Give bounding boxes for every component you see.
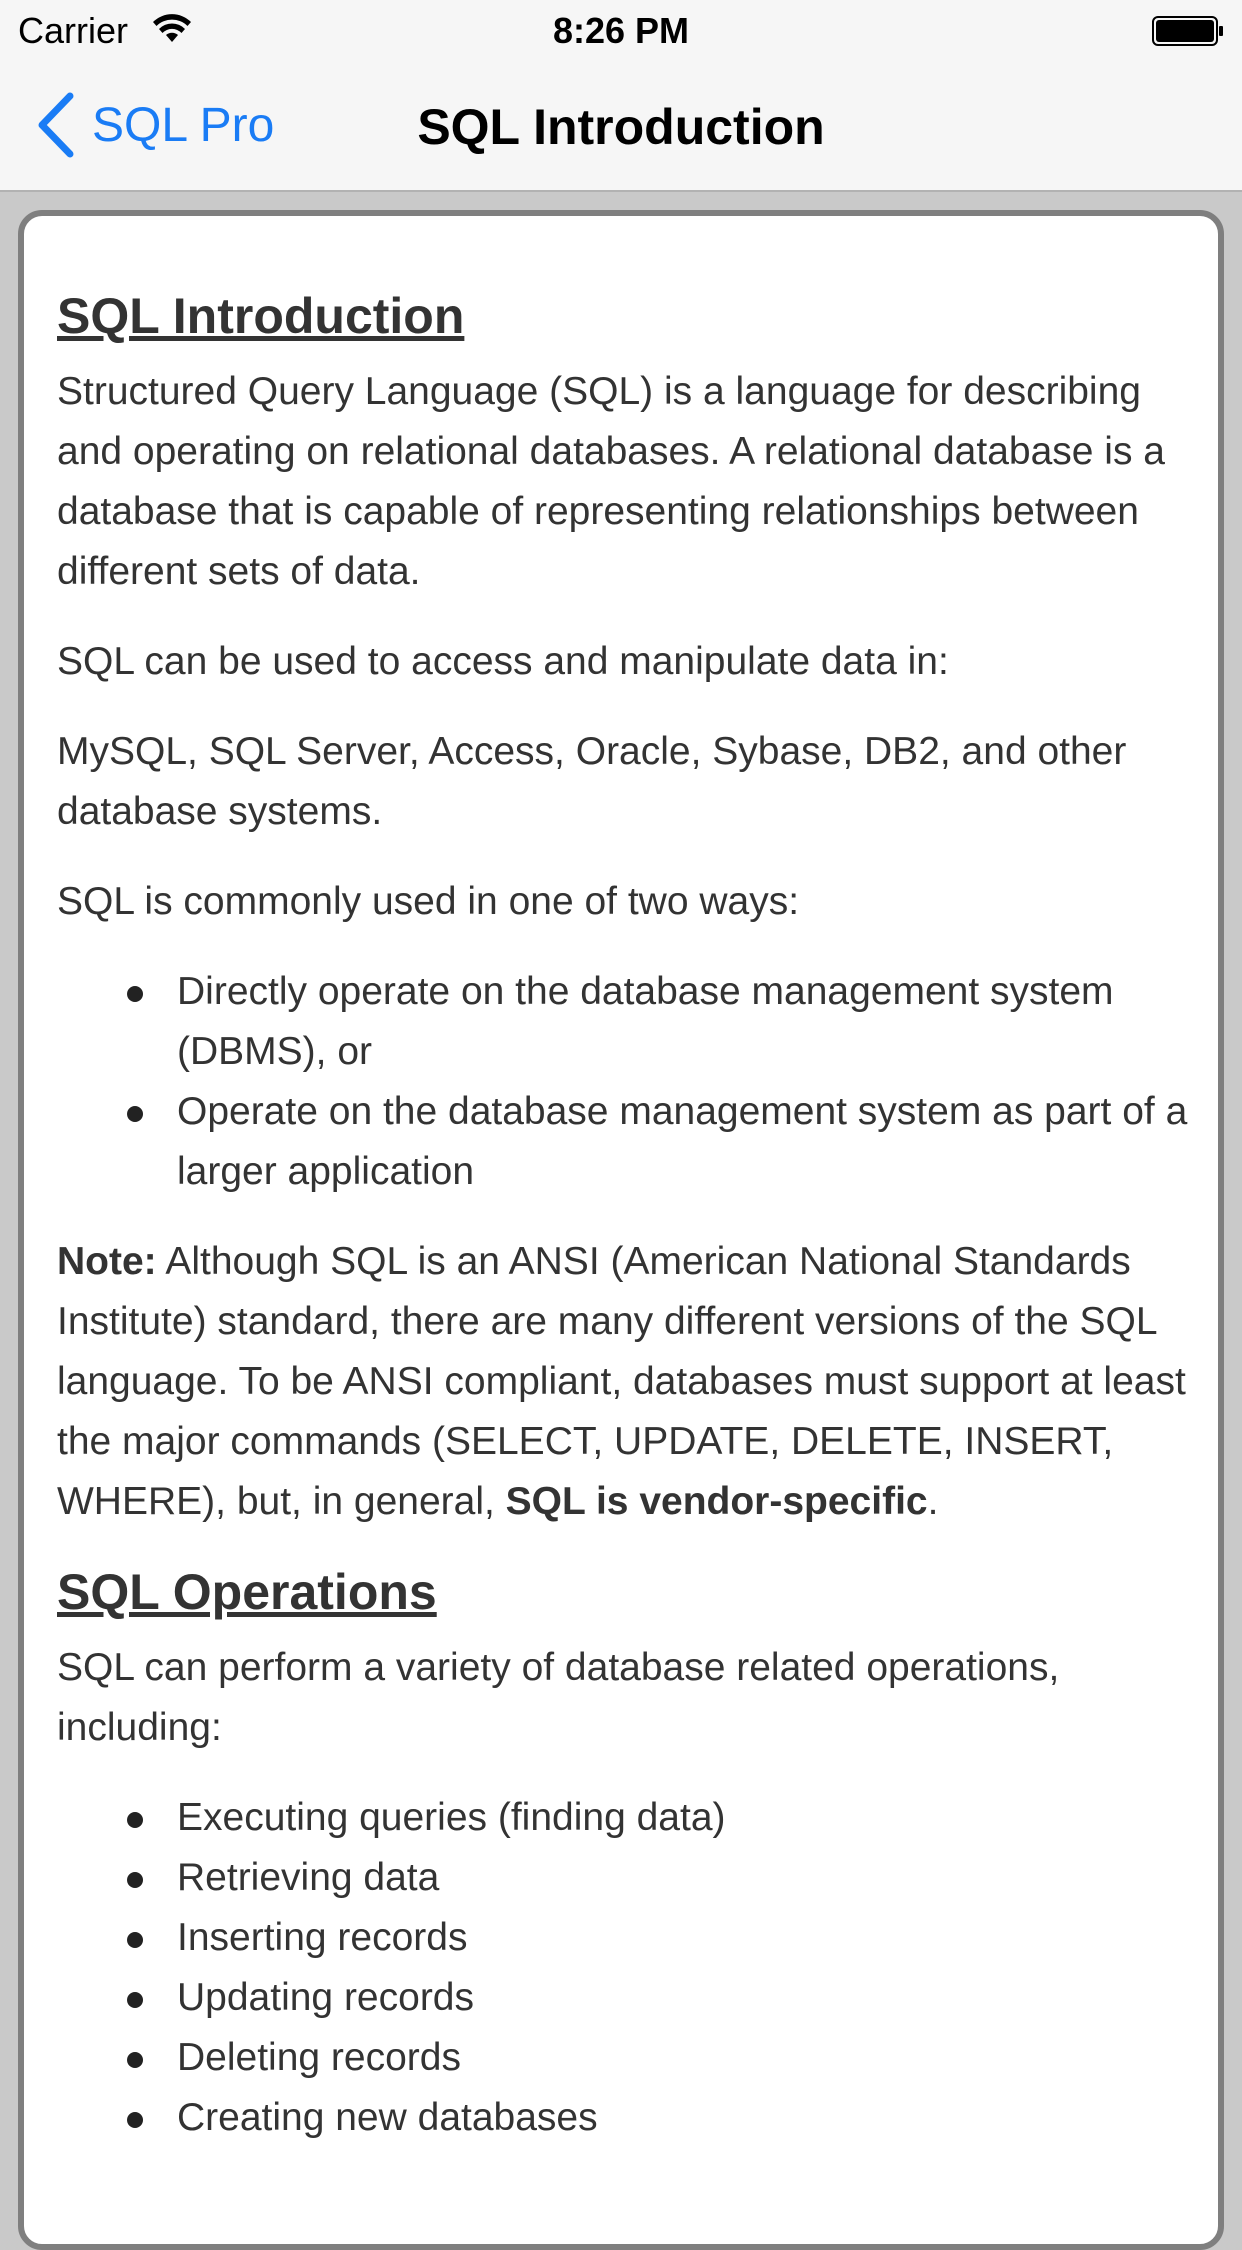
section-heading-introduction: SQL Introduction	[57, 288, 465, 344]
note-label: Note:	[57, 1240, 157, 1283]
list-item: Inserting records	[127, 1908, 1207, 1968]
intro-paragraph: Structured Query Language (SQL) is a language for describing and operating on relational databases. A relational database is a database that is capable of representing relationships between different sets of data.	[57, 370, 1165, 593]
back-button-label: SQL Pro	[92, 98, 275, 152]
list-item: Executing queries (finding data)	[127, 1788, 1207, 1848]
usage-paragraph: SQL can be used to access and manipulate data in:	[57, 640, 949, 683]
page-title: SQL Introduction	[417, 99, 825, 155]
ways-paragraph: SQL is commonly used in one of two ways:	[57, 880, 800, 923]
status-bar	[0, 0, 1242, 60]
list-item: Operate on the database management system as part of a larger application	[127, 1082, 1207, 1202]
battery-icon	[1152, 16, 1224, 46]
systems-paragraph: MySQL, SQL Server, Access, Oracle, Sybase, DB2, and other database systems.	[57, 730, 1127, 833]
list-item: Creating new databases	[127, 2088, 1207, 2148]
section-heading-operations: SQL Operations	[57, 1564, 437, 1620]
carrier-label: Carrier	[18, 10, 129, 51]
content-webview[interactable]	[18, 210, 1224, 2250]
note-end: .	[927, 1480, 939, 1523]
list-item: Directly operate on the database management system (DBMS), or	[127, 962, 1207, 1082]
list-item: Updating records	[127, 1968, 1207, 2028]
navigation-bar	[0, 60, 1242, 192]
list-item: Deleting records	[127, 2028, 1207, 2088]
note-paragraph	[57, 1232, 1207, 1532]
clock: 8:26 PM	[552, 10, 690, 51]
note-emphasis: SQL is vendor-specific	[505, 1480, 928, 1523]
list-item: Retrieving data	[127, 1848, 1207, 1908]
ways-list	[127, 962, 1207, 1202]
operations-paragraph: SQL can perform a variety of database related operations, including:	[57, 1646, 1060, 1749]
article	[57, 286, 1207, 2178]
operations-list	[127, 1788, 1207, 2148]
note-text: Although SQL is an ANSI (American National Standards Institute) standard, there are many different versions of the SQL language. To be ANSI compliant, databases must support at least the major commands (SELECT, UPDATE, DELETE, INSERT, WHERE), but, in general,	[57, 1240, 1186, 1523]
